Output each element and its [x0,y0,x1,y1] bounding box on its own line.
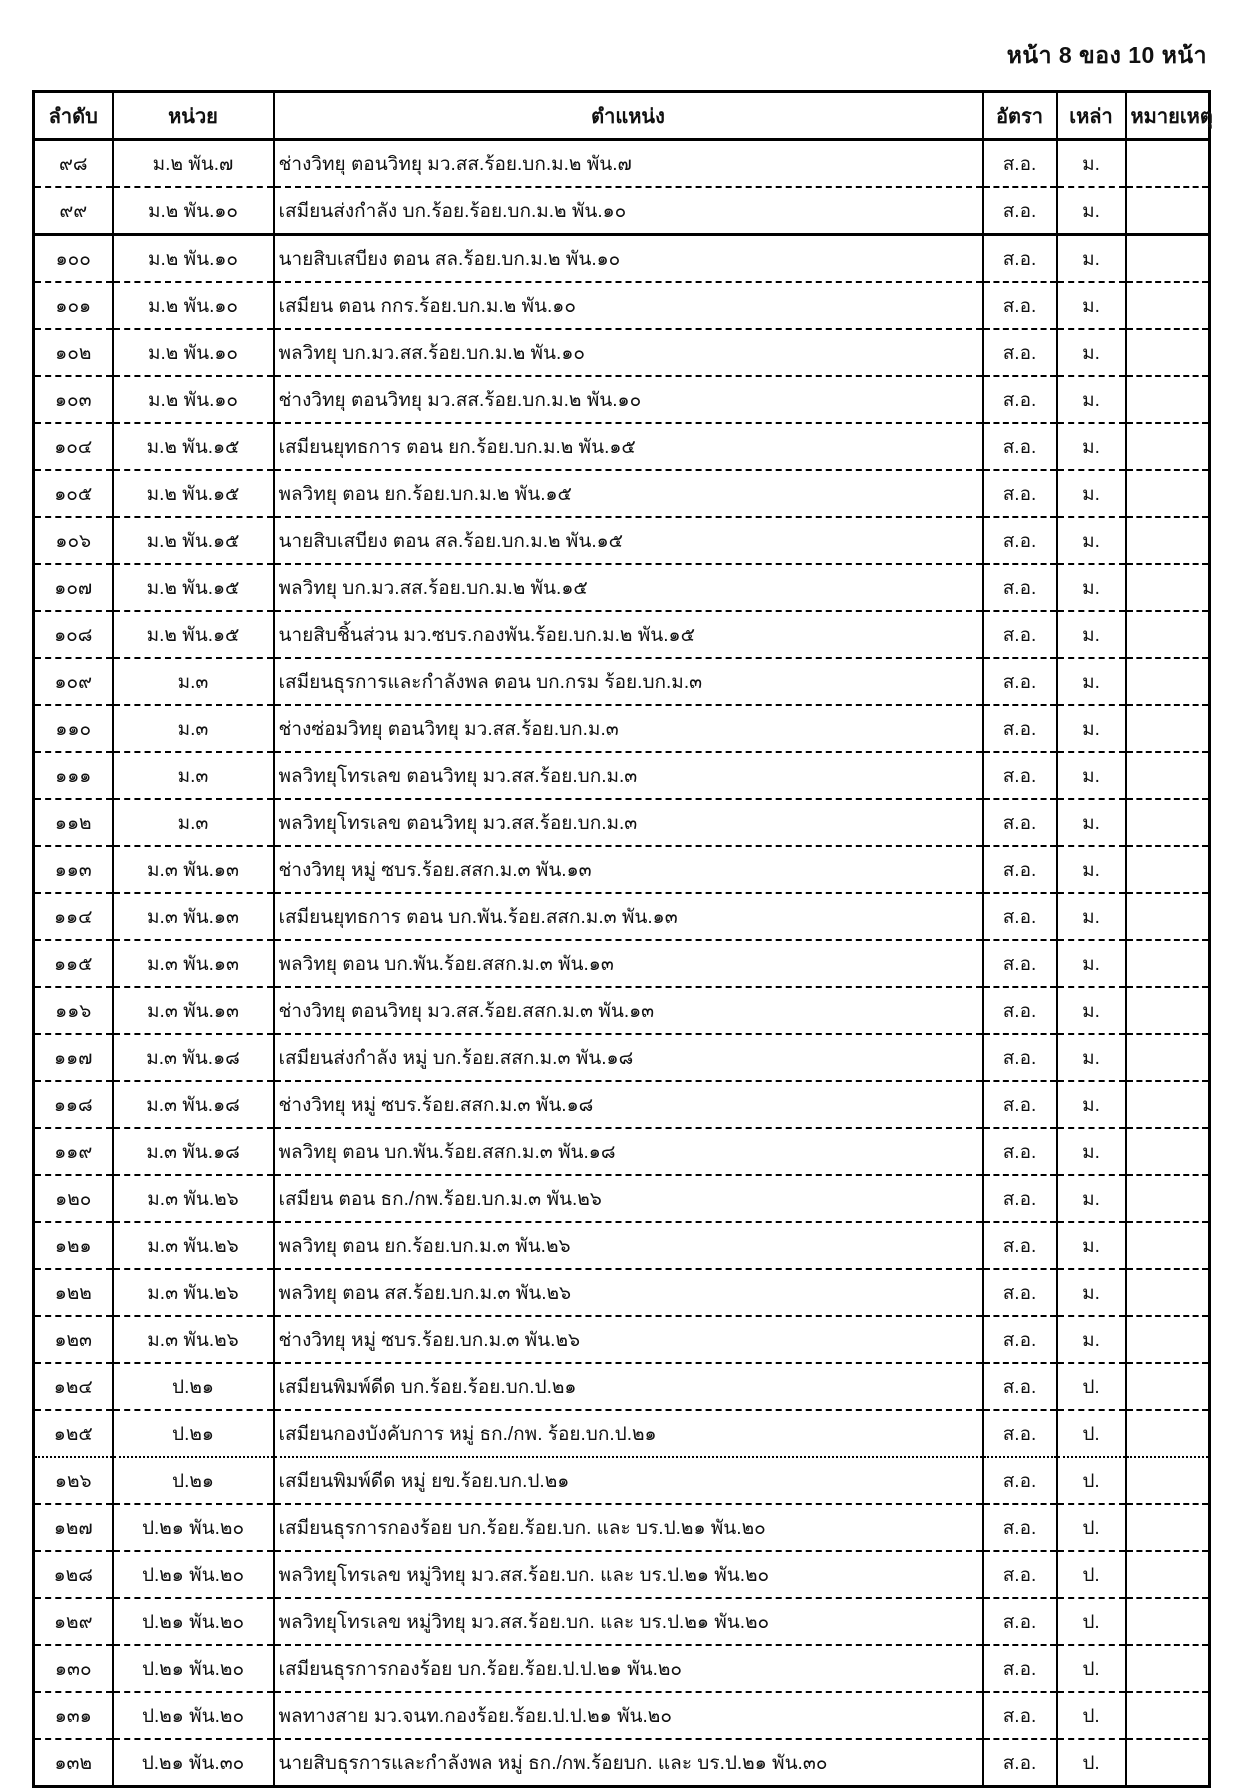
page-number: หน้า 8 ของ 10 หน้า [1006,42,1207,68]
cell-no: ๑๑๓ [34,846,113,893]
cell-branch: ป. [1057,1504,1126,1551]
cell-unit: ป.๒๑ พัน.๒๐ [113,1504,274,1551]
cell-rate: ส.อ. [983,1504,1057,1551]
cell-position: เสมียนพิมพ์ดีด หมู่ ยข.ร้อย.บก.ป.๒๑ [274,1457,983,1504]
cell-unit: ม.๒ พัน.๑๕ [113,611,274,658]
cell-rate: ส.อ. [983,987,1057,1034]
cell-remark [1126,1222,1210,1269]
table-row [34,376,1210,423]
cell-rate: ส.อ. [983,1081,1057,1128]
cell-position: ช่างวิทยุ ตอนวิทยุ มว.สส.ร้อย.สสก.ม.๓ พัน.๑๓ [274,987,983,1034]
column-header-rate: อัตรา [983,92,1057,140]
cell-remark [1126,1269,1210,1316]
cell-no: ๑๑๘ [34,1081,113,1128]
cell-branch: ม. [1057,140,1126,188]
cell-position: เสมียนส่งกำลัง หมู่ บก.ร้อย.สสก.ม.๓ พัน.๑๘ [274,1034,983,1081]
cell-rate: ส.อ. [983,658,1057,705]
cell-no: ๑๒๖ [34,1457,113,1504]
cell-remark [1126,1551,1210,1598]
cell-remark [1126,235,1210,283]
cell-unit: ป.๒๑ พัน.๒๐ [113,1598,274,1645]
cell-remark [1126,987,1210,1034]
cell-unit: ม.๓ [113,705,274,752]
cell-unit: ป.๒๑ [113,1363,274,1410]
table-row [34,1410,1210,1457]
cell-rate: ส.อ. [983,1645,1057,1692]
cell-remark [1126,658,1210,705]
cell-rate: ส.อ. [983,1034,1057,1081]
cell-position: พลวิทยุโทรเลข หมู่วิทยุ มว.สส.ร้อย.บก. และ บร.ป.๒๑ พัน.๒๐ [274,1598,983,1645]
cell-remark [1126,752,1210,799]
cell-branch: ม. [1057,1081,1126,1128]
cell-no: ๑๒๓ [34,1316,113,1363]
cell-remark [1126,1645,1210,1692]
table-row [34,140,1210,188]
cell-branch: ม. [1057,1175,1126,1222]
cell-position: เสมียนธุรการกองร้อย บก.ร้อย.ร้อย.ป.ป.๒๑ พัน.๒๐ [274,1645,983,1692]
cell-remark [1126,282,1210,329]
cell-no: ๙๘ [34,140,113,188]
cell-rate: ส.อ. [983,1175,1057,1222]
cell-position: เสมียนยุทธการ ตอน ยก.ร้อย.บก.ม.๒ พัน.๑๕ [274,423,983,470]
cell-remark [1126,1175,1210,1222]
cell-branch: ม. [1057,846,1126,893]
table-row [34,1739,1210,1787]
cell-rate: ส.อ. [983,1739,1057,1787]
cell-unit: ม.๒ พัน.๑๐ [113,329,274,376]
cell-branch: ม. [1057,1034,1126,1081]
table-row [34,705,1210,752]
cell-remark [1126,1316,1210,1363]
cell-no: ๑๐๔ [34,423,113,470]
cell-position: พลวิทยุโทรเลข หมู่วิทยุ มว.สส.ร้อย.บก. และ บร.ป.๒๑ พัน.๒๐ [274,1551,983,1598]
cell-position: พลวิทยุ ตอน ยก.ร้อย.บก.ม.๓ พัน.๒๖ [274,1222,983,1269]
cell-no: ๑๐๖ [34,517,113,564]
cell-no: ๑๑๔ [34,893,113,940]
cell-rate: ส.อ. [983,517,1057,564]
cell-rate: ส.อ. [983,752,1057,799]
table-row [34,1645,1210,1692]
table-row [34,799,1210,846]
cell-unit: ม.๒ พัน.๑๐ [113,376,274,423]
cell-position: ช่างวิทยุ ตอนวิทยุ มว.สส.ร้อย.บก.ม.๒ พัน.๑๐ [274,376,983,423]
cell-unit: ม.๒ พัน.๑๐ [113,187,274,235]
cell-no: ๙๙ [34,187,113,235]
cell-unit: ป.๒๑ พัน.๓๐ [113,1739,274,1787]
cell-no: ๑๒๒ [34,1269,113,1316]
cell-branch: ม. [1057,376,1126,423]
cell-branch: ม. [1057,470,1126,517]
cell-no: ๑๒๗ [34,1504,113,1551]
cell-remark [1126,140,1210,188]
cell-branch: ป. [1057,1739,1126,1787]
cell-branch: ม. [1057,517,1126,564]
cell-no: ๑๑๕ [34,940,113,987]
cell-position: พลทางสาย มว.จนท.กองร้อย.ร้อย.ป.ป.๒๑ พัน.๒๐ [274,1692,983,1739]
cell-no: ๑๑๑ [34,752,113,799]
cell-branch: ม. [1057,752,1126,799]
cell-position: เสมียนธุรการและกำลังพล ตอน บก.กรม ร้อย.บก.ม.๓ [274,658,983,705]
cell-remark [1126,1410,1210,1457]
cell-unit: ม.๓ พัน.๒๖ [113,1175,274,1222]
cell-unit: ม.๓ พัน.๑๓ [113,893,274,940]
cell-unit: ม.๓ พัน.๒๖ [113,1316,274,1363]
cell-position: พลวิทยุโทรเลข ตอนวิทยุ มว.สส.ร้อย.บก.ม.๓ [274,752,983,799]
cell-no: ๑๑๐ [34,705,113,752]
cell-rate: ส.อ. [983,1316,1057,1363]
table-row [34,187,1210,235]
cell-branch: ม. [1057,564,1126,611]
table-row [34,987,1210,1034]
cell-position: นายสิบธุรการและกำลังพล หมู่ ธก./กพ.ร้อยบก. และ บร.ป.๒๑ พัน.๓๐ [274,1739,983,1787]
cell-rate: ส.อ. [983,140,1057,188]
cell-position: นายสิบเสบียง ตอน สล.ร้อย.บก.ม.๒ พัน.๑๕ [274,517,983,564]
cell-no: ๑๐๕ [34,470,113,517]
cell-position: นายสิบชิ้นส่วน มว.ซบร.กองพัน.ร้อย.บก.ม.๒ พัน.๑๕ [274,611,983,658]
cell-unit: ป.๒๑ พัน.๒๐ [113,1645,274,1692]
table-row [34,1598,1210,1645]
cell-branch: ม. [1057,799,1126,846]
cell-position: ช่างวิทยุ หมู่ ซบร.ร้อย.สสก.ม.๓ พัน.๑๘ [274,1081,983,1128]
cell-no: ๑๒๐ [34,1175,113,1222]
cell-branch: ม. [1057,1222,1126,1269]
cell-rate: ส.อ. [983,1598,1057,1645]
cell-position: เสมียน ตอน ธก./กพ.ร้อย.บก.ม.๓ พัน.๒๖ [274,1175,983,1222]
cell-remark [1126,1598,1210,1645]
table-row [34,752,1210,799]
cell-rate: ส.อ. [983,1363,1057,1410]
cell-branch: ป. [1057,1551,1126,1598]
cell-branch: ม. [1057,1128,1126,1175]
cell-rate: ส.อ. [983,1269,1057,1316]
cell-rate: ส.อ. [983,1222,1057,1269]
cell-position: นายสิบเสบียง ตอน สล.ร้อย.บก.ม.๒ พัน.๑๐ [274,235,983,283]
column-header-branch: เหล่า [1057,92,1126,140]
cell-branch: ป. [1057,1598,1126,1645]
cell-no: ๑๓๐ [34,1645,113,1692]
cell-unit: ม.๓ พัน.๑๘ [113,1034,274,1081]
table-body [34,140,1210,1787]
cell-remark [1126,1363,1210,1410]
cell-unit: ม.๒ พัน.๑๐ [113,282,274,329]
cell-remark [1126,470,1210,517]
cell-remark [1126,1692,1210,1739]
cell-position: เสมียนกองบังคับการ หมู่ ธก./กพ. ร้อย.บก.ป.๒๑ [274,1410,983,1457]
cell-rate: ส.อ. [983,329,1057,376]
cell-position: พลวิทยุ ตอน บก.พัน.ร้อย.สสก.ม.๓ พัน.๑๘ [274,1128,983,1175]
cell-no: ๑๒๑ [34,1222,113,1269]
cell-unit: ม.๒ พัน.๑๕ [113,517,274,564]
cell-remark [1126,940,1210,987]
cell-no: ๑๑๒ [34,799,113,846]
cell-branch: ป. [1057,1363,1126,1410]
cell-no: ๑๒๘ [34,1551,113,1598]
cell-remark [1126,1034,1210,1081]
cell-remark [1126,893,1210,940]
cell-unit: ม.๓ พัน.๑๓ [113,846,274,893]
cell-remark [1126,187,1210,235]
table-row [34,1222,1210,1269]
cell-branch: ป. [1057,1692,1126,1739]
cell-position: ช่างวิทยุ ตอนวิทยุ มว.สส.ร้อย.บก.ม.๒ พัน.๗ [274,140,983,188]
cell-remark [1126,705,1210,752]
column-header-no: ลำดับ [34,92,113,140]
column-header-remark: หมายเหตุ [1126,92,1210,140]
cell-unit: ม.๓ [113,752,274,799]
table-row [34,329,1210,376]
cell-no: ๑๐๙ [34,658,113,705]
cell-branch: ม. [1057,893,1126,940]
cell-position: เสมียนส่งกำลัง บก.ร้อย.ร้อย.บก.ม.๒ พัน.๑๐ [274,187,983,235]
cell-remark [1126,1128,1210,1175]
cell-unit: ม.๓ พัน.๒๖ [113,1269,274,1316]
cell-rate: ส.อ. [983,1128,1057,1175]
cell-rate: ส.อ. [983,423,1057,470]
cell-no: ๑๐๓ [34,376,113,423]
cell-branch: ป. [1057,1410,1126,1457]
cell-rate: ส.อ. [983,235,1057,283]
cell-position: พลวิทยุ บก.มว.สส.ร้อย.บก.ม.๒ พัน.๑๕ [274,564,983,611]
column-header-position: ตำแหน่ง [274,92,983,140]
cell-branch: ม. [1057,1269,1126,1316]
cell-unit: ม.๓ [113,799,274,846]
cell-branch: ม. [1057,658,1126,705]
cell-rate: ส.อ. [983,470,1057,517]
cell-unit: ป.๒๑ [113,1410,274,1457]
cell-branch: ป. [1057,1457,1126,1504]
cell-branch: ป. [1057,1645,1126,1692]
cell-no: ๑๐๗ [34,564,113,611]
cell-rate: ส.อ. [983,282,1057,329]
cell-remark [1126,423,1210,470]
table-row [34,564,1210,611]
table-row [34,423,1210,470]
table-row [34,1316,1210,1363]
cell-remark [1126,376,1210,423]
cell-unit: ม.๒ พัน.๗ [113,140,274,188]
table-row [34,893,1210,940]
cell-position: ช่างวิทยุ หมู่ ซบร.ร้อย.สสก.ม.๓ พัน.๑๓ [274,846,983,893]
cell-no: ๑๑๙ [34,1128,113,1175]
cell-unit: ม.๓ พัน.๑๘ [113,1128,274,1175]
cell-no: ๑๐๐ [34,235,113,283]
table-row [34,1034,1210,1081]
cell-branch: ม. [1057,705,1126,752]
table-row [34,470,1210,517]
table-row [34,940,1210,987]
cell-position: พลวิทยุ บก.มว.สส.ร้อย.บก.ม.๒ พัน.๑๐ [274,329,983,376]
cell-rate: ส.อ. [983,846,1057,893]
cell-rate: ส.อ. [983,799,1057,846]
cell-branch: ม. [1057,282,1126,329]
cell-remark [1126,1739,1210,1787]
table-row [34,517,1210,564]
cell-position: เสมียนยุทธการ ตอน บก.พัน.ร้อย.สสก.ม.๓ พัน.๑๓ [274,893,983,940]
cell-rate: ส.อ. [983,187,1057,235]
cell-no: ๑๑๖ [34,987,113,1034]
cell-rate: ส.อ. [983,1410,1057,1457]
cell-remark [1126,564,1210,611]
cell-branch: ม. [1057,1316,1126,1363]
cell-unit: ม.๓ พัน.๑๓ [113,987,274,1034]
cell-rate: ส.อ. [983,940,1057,987]
cell-branch: ม. [1057,987,1126,1034]
cell-position: พลวิทยุ ตอน บก.พัน.ร้อย.สสก.ม.๓ พัน.๑๓ [274,940,983,987]
cell-remark [1126,329,1210,376]
table-row [34,235,1210,283]
cell-no: ๑๐๑ [34,282,113,329]
table-row [34,1363,1210,1410]
table-header [34,92,1213,140]
cell-rate: ส.อ. [983,705,1057,752]
cell-unit: ม.๒ พัน.๑๕ [113,564,274,611]
cell-position: ช่างวิทยุ หมู่ ซบร.ร้อย.บก.ม.๓ พัน.๒๖ [274,1316,983,1363]
cell-branch: ม. [1057,329,1126,376]
table-row [34,1551,1210,1598]
cell-branch: ม. [1057,187,1126,235]
cell-branch: ม. [1057,235,1126,283]
cell-no: ๑๒๕ [34,1410,113,1457]
cell-remark [1126,846,1210,893]
cell-rate: ส.อ. [983,564,1057,611]
positions-table [32,90,1211,1788]
table-row [34,1128,1210,1175]
cell-position: พลวิทยุ ตอน สส.ร้อย.บก.ม.๓ พัน.๒๖ [274,1269,983,1316]
cell-branch: ม. [1057,611,1126,658]
cell-position: ช่างซ่อมวิทยุ ตอนวิทยุ มว.สส.ร้อย.บก.ม.๓ [274,705,983,752]
cell-position: เสมียนพิมพ์ดีด บก.ร้อย.ร้อย.บก.ป.๒๑ [274,1363,983,1410]
cell-remark [1126,517,1210,564]
cell-unit: ม.๓ พัน.๑๓ [113,940,274,987]
cell-rate: ส.อ. [983,1551,1057,1598]
table-row [34,1504,1210,1551]
cell-remark [1126,1457,1210,1504]
cell-no: ๑๓๒ [34,1739,113,1787]
cell-branch: ม. [1057,940,1126,987]
cell-unit: ม.๓ พัน.๒๖ [113,1222,274,1269]
cell-no: ๑๑๗ [34,1034,113,1081]
cell-unit: ป.๒๑ พัน.๒๐ [113,1692,274,1739]
cell-unit: ม.๒ พัน.๑๕ [113,470,274,517]
cell-no: ๑๐๘ [34,611,113,658]
cell-rate: ส.อ. [983,611,1057,658]
cell-remark [1126,1081,1210,1128]
cell-rate: ส.อ. [983,893,1057,940]
cell-position: พลวิทยุ ตอน ยก.ร้อย.บก.ม.๒ พัน.๑๕ [274,470,983,517]
cell-rate: ส.อ. [983,376,1057,423]
cell-no: ๑๒๔ [34,1363,113,1410]
cell-remark [1126,1504,1210,1551]
cell-unit: ป.๒๑ พัน.๒๐ [113,1551,274,1598]
cell-branch: ม. [1057,423,1126,470]
cell-no: ๑๓๑ [34,1692,113,1739]
cell-unit: ป.๒๑ [113,1457,274,1504]
cell-position: พลวิทยุโทรเลข ตอนวิทยุ มว.สส.ร้อย.บก.ม.๓ [274,799,983,846]
table-row [34,1692,1210,1739]
cell-unit: ม.๓ [113,658,274,705]
cell-position: เสมียนธุรการกองร้อย บก.ร้อย.ร้อย.บก. และ บร.ป.๒๑ พัน.๒๐ [274,1504,983,1551]
table-row [34,282,1210,329]
cell-unit: ม.๒ พัน.๑๕ [113,423,274,470]
table-row [34,1269,1210,1316]
cell-no: ๑๐๒ [34,329,113,376]
column-header-unit: หน่วย [113,92,274,140]
table-row [34,846,1210,893]
cell-rate: ส.อ. [983,1457,1057,1504]
cell-rate: ส.อ. [983,1692,1057,1739]
cell-position: เสมียน ตอน กกร.ร้อย.บก.ม.๒ พัน.๑๐ [274,282,983,329]
table-row [34,1457,1210,1504]
table-row [34,658,1210,705]
table-row [34,1081,1210,1128]
table-row [34,611,1210,658]
cell-remark [1126,799,1210,846]
cell-unit: ม.๒ พัน.๑๐ [113,235,274,283]
cell-remark [1126,611,1210,658]
cell-no: ๑๒๙ [34,1598,113,1645]
cell-unit: ม.๓ พัน.๑๘ [113,1081,274,1128]
table-row [34,1175,1210,1222]
